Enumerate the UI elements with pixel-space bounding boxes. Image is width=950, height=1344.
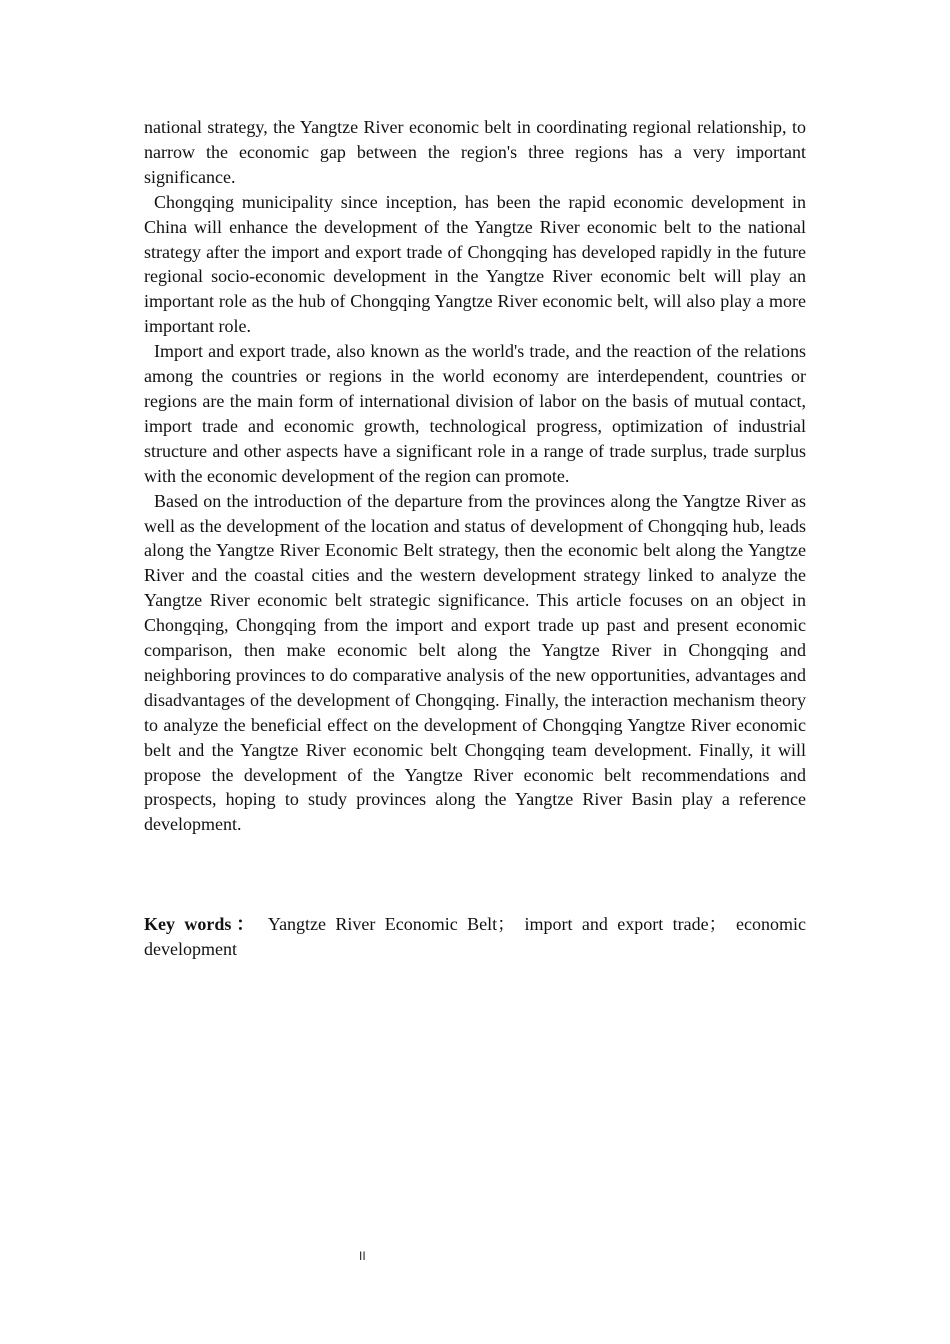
keywords-label: Key words： xyxy=(144,914,260,934)
paragraph-article-overview: Based on the introduction of the departure from the provinces along the Yangtze River as well as the development of the location and status of development of Chongqing hub, leads along the Yangtze River Economic Belt strategy, then the economic belt along the Yangtze River and the coastal cities and the western development strategy linked to analyze the Yangtze River economic belt strategic significance. This article focuses on an object in Chongqing, Chongqing from the import and export trade up past and present economic comparison, then make economic belt along the Yangtze River in Chongqing and neighboring provinces to do comparative analysis of the new opportunities, advantages and disadvantages of the development of Chongqing. Finally, the interaction mechanism theory to analyze the beneficial effect on the development of Chongqing Yangtze River economic belt and the Yangtze River economic belt Chongqing team development. Finally, it will propose the development of the Yangtze River economic belt recommendations and prospects, hoping to study provinces along the Yangtze River Basin play a reference development. xyxy=(144,490,806,835)
page-number: II xyxy=(359,1249,366,1263)
paragraph-chongqing: Chongqing municipality since inception, has been the rapid economic development in China will enhance the development of the Yangtze River economic belt to the national strategy after the import and export trade of Chongqing has developed rapidly in the future regional socio-economic development in the Yangtze River economic belt will play an important role as the hub of Chongqing Yangtze River economic belt, will also play a more important role. xyxy=(144,191,806,337)
keywords-value: Yangtze River Economic Belt； import and export trade； economic development xyxy=(144,914,806,959)
abstract-body xyxy=(144,115,806,837)
keywords-line xyxy=(144,912,806,962)
paragraph-continued: national strategy, the Yangtze River economic belt in coordinating regional relationship, to narrow the economic gap between the region's three regions has a very important significance. xyxy=(144,117,806,187)
paragraph-trade: Import and export trade, also known as the world's trade, and the reaction of the relations among the countries or regions in the world economy are interdependent, countries or regions are the main form of international division of labor on the basis of mutual contact, import trade and economic growth, technological progress, optimization of industrial structure and other aspects have a significant role in a range of trade surplus, trade surplus with the economic development of the region can promote. xyxy=(144,341,806,486)
